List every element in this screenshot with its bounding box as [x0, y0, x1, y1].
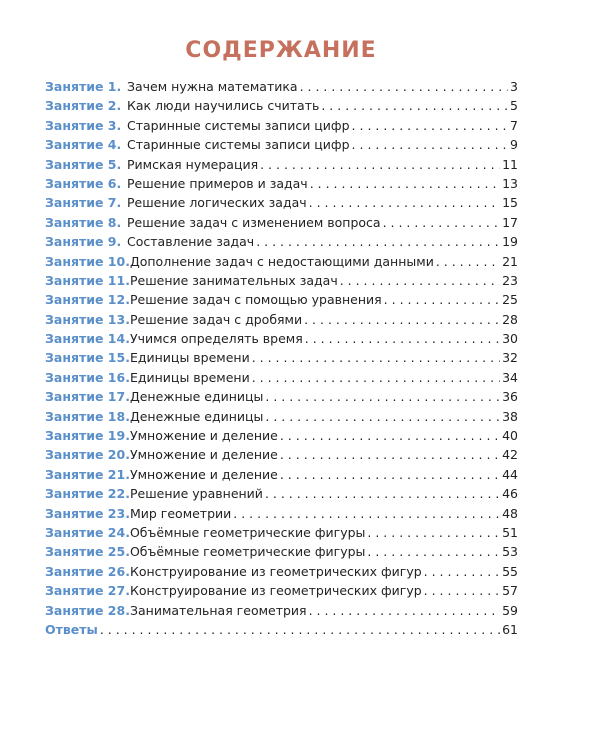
toc-entry[interactable]	[45, 620, 518, 639]
toc-entry[interactable]	[45, 465, 518, 484]
toc-entry-title: Решение задач с изменением вопроса	[127, 214, 381, 230]
toc-entry-label: Занятие 1.	[45, 79, 122, 94]
toc-dot-leader	[352, 135, 509, 154]
toc-dot-leader	[436, 252, 500, 271]
toc-entry[interactable]	[45, 271, 518, 290]
toc-dot-leader	[309, 601, 501, 620]
toc-dot-leader	[100, 620, 500, 639]
toc-dot-leader	[384, 290, 500, 309]
toc-entry[interactable]	[45, 193, 518, 212]
table-of-contents	[45, 77, 518, 639]
toc-entry-label: Занятие 14.	[45, 331, 130, 347]
toc-entry-label: Занятие 16.	[45, 369, 130, 385]
toc-entry[interactable]	[45, 445, 518, 464]
toc-entry-page: 28	[502, 311, 518, 327]
toc-entry-page: 57	[502, 583, 518, 599]
toc-entry-page: 55	[502, 563, 518, 579]
toc-entry-label: Занятие 27.	[45, 583, 130, 599]
toc-entry[interactable]	[45, 290, 518, 309]
toc-entry-title: Решение примеров и задач	[127, 175, 308, 191]
toc-entry[interactable]	[45, 426, 518, 445]
toc-entry-page: 38	[502, 408, 518, 424]
toc-entry-page: 34	[502, 369, 518, 385]
toc-entry[interactable]	[45, 562, 518, 581]
toc-entry-title: Умножение и деление	[129, 466, 278, 482]
toc-entry[interactable]	[45, 542, 518, 561]
toc-entry-title: Денежные единицы	[129, 408, 264, 424]
toc-entry-title: Как люди научились считать	[127, 98, 320, 114]
toc-entry-page: 9	[510, 137, 518, 153]
toc-entry-label: Занятие 15.	[45, 350, 130, 366]
toc-entry-label: Занятие 20.	[45, 447, 130, 463]
toc-entry-label: Занятие 6.	[45, 175, 122, 191]
toc-entry-title: Решение задач с помощью уравнения	[129, 292, 382, 308]
toc-dot-leader	[305, 329, 500, 348]
toc-entry-label: Занятие 22.	[45, 486, 130, 502]
toc-entry[interactable]	[45, 484, 518, 503]
toc-entry-label: Занятие 24.	[45, 524, 130, 540]
toc-entry[interactable]	[45, 252, 518, 271]
toc-entry-title: Учимся определять время	[129, 331, 303, 347]
toc-entry-label: Занятие 13.	[45, 311, 130, 327]
toc-entry[interactable]	[45, 116, 518, 135]
toc-entry-title: Решение задач с дробями	[129, 311, 303, 327]
toc-entry-page: 23	[502, 272, 518, 288]
toc-entry-page: 40	[502, 428, 518, 444]
toc-dot-leader	[300, 77, 508, 96]
toc-entry[interactable]	[45, 96, 518, 115]
toc-entry-page: 61	[502, 621, 518, 637]
toc-entry[interactable]	[45, 310, 518, 329]
toc-entry-page: 13	[502, 175, 518, 191]
toc-entry-title: Старинные системы записи цифр	[127, 117, 350, 133]
toc-dot-leader	[367, 542, 500, 561]
toc-dot-leader	[280, 426, 500, 445]
toc-entry-title: Занимательная геометрия	[129, 602, 307, 618]
toc-entry-page: 17	[502, 214, 518, 230]
toc-entry-label: Занятие 3.	[45, 117, 122, 133]
toc-entry-page: 7	[510, 117, 518, 133]
page-title: СОДЕРЖАНИЕ	[185, 38, 377, 63]
toc-entry-title: Составление задач	[127, 234, 255, 250]
toc-entry[interactable]	[45, 368, 518, 387]
toc-dot-leader	[309, 193, 500, 212]
toc-entry-label: Занятие 2.	[45, 98, 122, 114]
toc-entry-page: 5	[510, 98, 518, 114]
toc-entry-page: 53	[502, 544, 518, 560]
toc-dot-leader	[260, 155, 500, 174]
toc-dot-leader	[340, 271, 500, 290]
toc-entry-label: Занятие 26.	[45, 563, 130, 579]
toc-dot-leader	[280, 465, 500, 484]
toc-entry-title: Единицы времени	[129, 350, 250, 366]
toc-entry-page: 21	[502, 253, 518, 269]
toc-dot-leader	[252, 348, 500, 367]
toc-entry-page: 42	[502, 447, 518, 463]
toc-entry[interactable]	[45, 329, 518, 348]
toc-entry-title: Решение уравнений	[129, 486, 263, 502]
toc-dot-leader	[424, 562, 500, 581]
toc-entry-page: 11	[502, 156, 518, 172]
toc-dot-leader	[367, 523, 500, 542]
toc-entry-label: Занятие 28.	[45, 602, 130, 618]
toc-entry-page: 48	[502, 505, 518, 521]
toc-entry-page: 30	[502, 331, 518, 347]
toc-entry[interactable]	[45, 174, 518, 193]
toc-entry[interactable]	[45, 77, 518, 96]
toc-entry[interactable]	[45, 581, 518, 600]
toc-dot-leader	[233, 504, 500, 523]
toc-entry-title: Объёмные геометрические фигуры	[129, 524, 366, 540]
toc-dot-leader	[321, 96, 508, 115]
toc-entry-label: Занятие 23.	[45, 505, 130, 521]
toc-dot-leader	[265, 407, 500, 426]
toc-entry-title: Умножение и деление	[129, 447, 278, 463]
toc-entry[interactable]	[45, 213, 518, 232]
toc-entry-title: Единицы времени	[129, 369, 250, 385]
toc-entry[interactable]	[45, 601, 518, 620]
toc-entry-page: 36	[502, 389, 518, 405]
toc-dot-leader	[280, 445, 500, 464]
toc-entry-page: 25	[502, 292, 518, 308]
toc-entry-label: Занятие 4.	[45, 137, 122, 153]
toc-entry-label: Занятие 8.	[45, 214, 122, 230]
toc-entry-page: 46	[502, 486, 518, 502]
toc-entry-label: Занятие 25.	[45, 544, 130, 560]
toc-entry-label: Занятие 17.	[45, 389, 130, 405]
toc-entry-page: 59	[502, 602, 518, 618]
toc-entry-label: Занятие 11.	[45, 272, 130, 288]
toc-entry[interactable]	[45, 387, 518, 406]
toc-entry[interactable]	[45, 232, 518, 251]
toc-entry-title: Объёмные геометрические фигуры	[129, 544, 366, 560]
toc-entry-title: Решение занимательных задач	[129, 272, 338, 288]
toc-entry-page: 19	[502, 234, 518, 250]
toc-entry-title: Конструирование из геометрических фигур	[129, 563, 422, 579]
toc-dot-leader	[256, 232, 500, 251]
toc-entry-title: Решение логических задач	[127, 195, 307, 211]
toc-dot-leader	[424, 581, 500, 600]
toc-entry-title: Конструирование из геометрических фигур	[129, 583, 422, 599]
toc-entry[interactable]	[45, 407, 518, 426]
toc-entry-page: 44	[502, 466, 518, 482]
toc-entry[interactable]	[45, 155, 518, 174]
toc-entry-label: Занятие 21.	[45, 466, 130, 482]
toc-entry-label: Занятие 10.	[45, 253, 130, 269]
toc-entry-label: Занятие 12.	[45, 292, 130, 308]
toc-entry-page: 3	[510, 79, 518, 94]
toc-dot-leader	[265, 387, 500, 406]
toc-entry[interactable]	[45, 135, 518, 154]
toc-entry-label: Занятие 5.	[45, 156, 122, 172]
toc-entry-title: Дополнение задач с недостающими данными	[129, 253, 434, 269]
toc-dot-leader	[383, 213, 501, 232]
toc-entry-label: Занятие 18.	[45, 408, 130, 424]
toc-entry-title: Римская нумерация	[127, 156, 259, 172]
toc-entry-title: Старинные системы записи цифр	[127, 137, 350, 153]
toc-entry-label: Занятие 19.	[45, 428, 130, 444]
toc-entry-label: Занятие 7.	[45, 195, 122, 211]
toc-dot-leader	[265, 484, 500, 503]
toc-dot-leader	[252, 368, 500, 387]
toc-entry[interactable]	[45, 504, 518, 523]
toc-dot-leader	[304, 310, 500, 329]
toc-entry[interactable]	[45, 348, 518, 367]
toc-entry[interactable]	[45, 523, 518, 542]
toc-entry-title: Зачем нужна математика	[127, 79, 298, 94]
toc-dot-leader	[352, 116, 509, 135]
toc-entry-page: 51	[502, 524, 518, 540]
toc-entry-title: Мир геометрии	[129, 505, 232, 521]
toc-dot-leader	[310, 174, 500, 193]
toc-entry-title: Денежные единицы	[129, 389, 264, 405]
toc-entry-page: 32	[502, 350, 518, 366]
toc-entry-label: Ответы	[45, 621, 98, 637]
toc-entry-page: 15	[502, 195, 518, 211]
toc-entry-label: Занятие 9.	[45, 234, 122, 250]
toc-entry-title: Умножение и деление	[129, 428, 278, 444]
